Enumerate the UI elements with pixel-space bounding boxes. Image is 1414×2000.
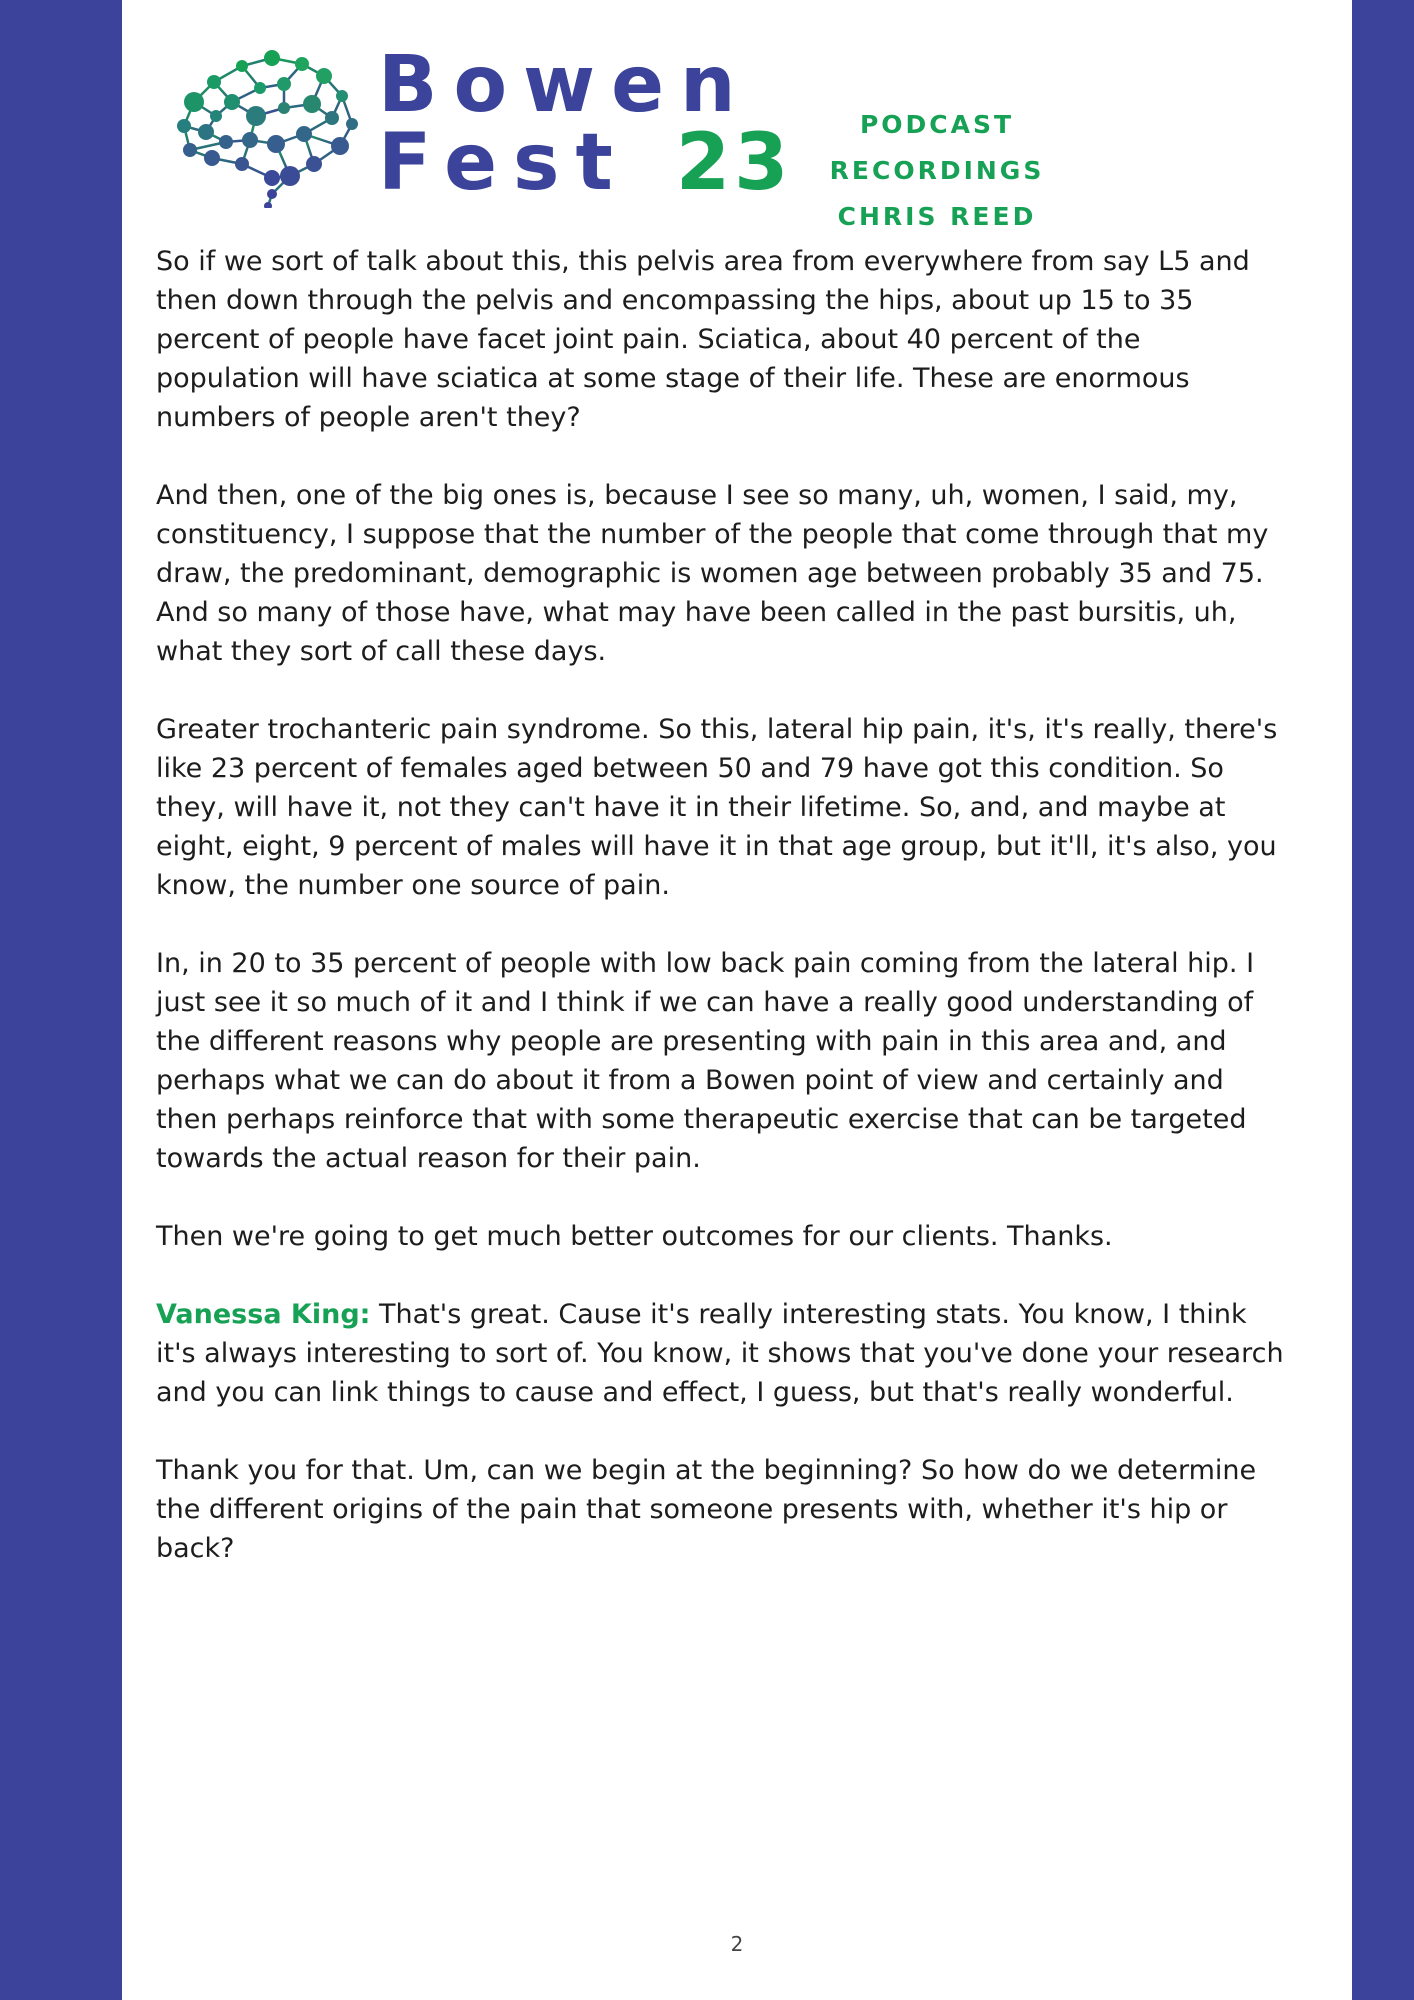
page-header xyxy=(122,0,1352,231)
header-line-2: CHRIS REED xyxy=(837,202,1037,231)
paragraph-1: So if we sort of talk about this, this pelvis area from everywhere from say L5 and then down through the pelvis and encompassing the hips, about up 15 to 35 percent of people have facet joint pain. Sciatica, about 40 percent of the population will have sciatica at some stage of their life. These are enormous numbers of people aren't they? xyxy=(156,246,1250,433)
brain-network-icon xyxy=(172,46,372,208)
wordmark-word2: Fest xyxy=(378,118,629,208)
paragraph-6 xyxy=(156,1295,1286,1412)
paragraph-2: And then, one of the big ones is, because I see so many, uh, women, I said, my, constituency, I suppose that the number of the people that come through that my draw, the predominant, demographic is women age between probably 35 and 75. And so many of those have, what may have been called in the past bursitis, uh, what they sort of call these days. xyxy=(156,480,1269,667)
paragraph-5: Then we're going to get much better outcomes for our clients. Thanks. xyxy=(156,1221,1113,1252)
transcript-body xyxy=(156,242,1286,1607)
wordmark-number: 23 xyxy=(675,118,793,208)
paragraph-7: Thank you for that. Um, can we begin at the beginning? So how do we determine the different origins of the pain that someone presents with, whether it's hip or back? xyxy=(156,1455,1257,1564)
paragraph-4: In, in 20 to 35 percent of people with low back pain coming from the lateral hip. I just see it so much of it and I think if we can have a really good understanding of the different reasons why people are presenting with pain in this area and, and perhaps what we can do about it from a Bowen point of view and certainly and then perhaps reinforce that with some therapeutic exercise that can be targeted towards the actual reason for their pain. xyxy=(156,948,1255,1174)
document-page xyxy=(122,0,1352,2000)
wordmark-line2 xyxy=(378,118,793,214)
speaker-text: That's great. Cause it's really interesting stats. You know, I think it's always interesting to sort of. You know, it shows that you've done your research and you can link things to cause and effect, I guess, but that's really wonderful. xyxy=(156,1299,1284,1408)
page-number: 2 xyxy=(730,1932,744,1956)
wordmark-word1: Bowen xyxy=(378,40,752,130)
header-line-1: PODCAST RECORDINGS xyxy=(829,110,1045,185)
header-subtitle xyxy=(762,102,1112,240)
paragraph-3: Greater trochanteric pain syndrome. So this, lateral hip pain, it's, it's really, there's like 23 percent of females aged between 50 and 79 have got this condition. So they, will have it, not they can't have it in their lifetime. So, and, and maybe at eight, eight, 9 percent of males will have it in that age group, but it'll, it's also, you know, the number one source of pain. xyxy=(156,714,1278,901)
speaker-name: Vanessa King: xyxy=(156,1299,371,1330)
brand-wordmark xyxy=(378,40,793,214)
